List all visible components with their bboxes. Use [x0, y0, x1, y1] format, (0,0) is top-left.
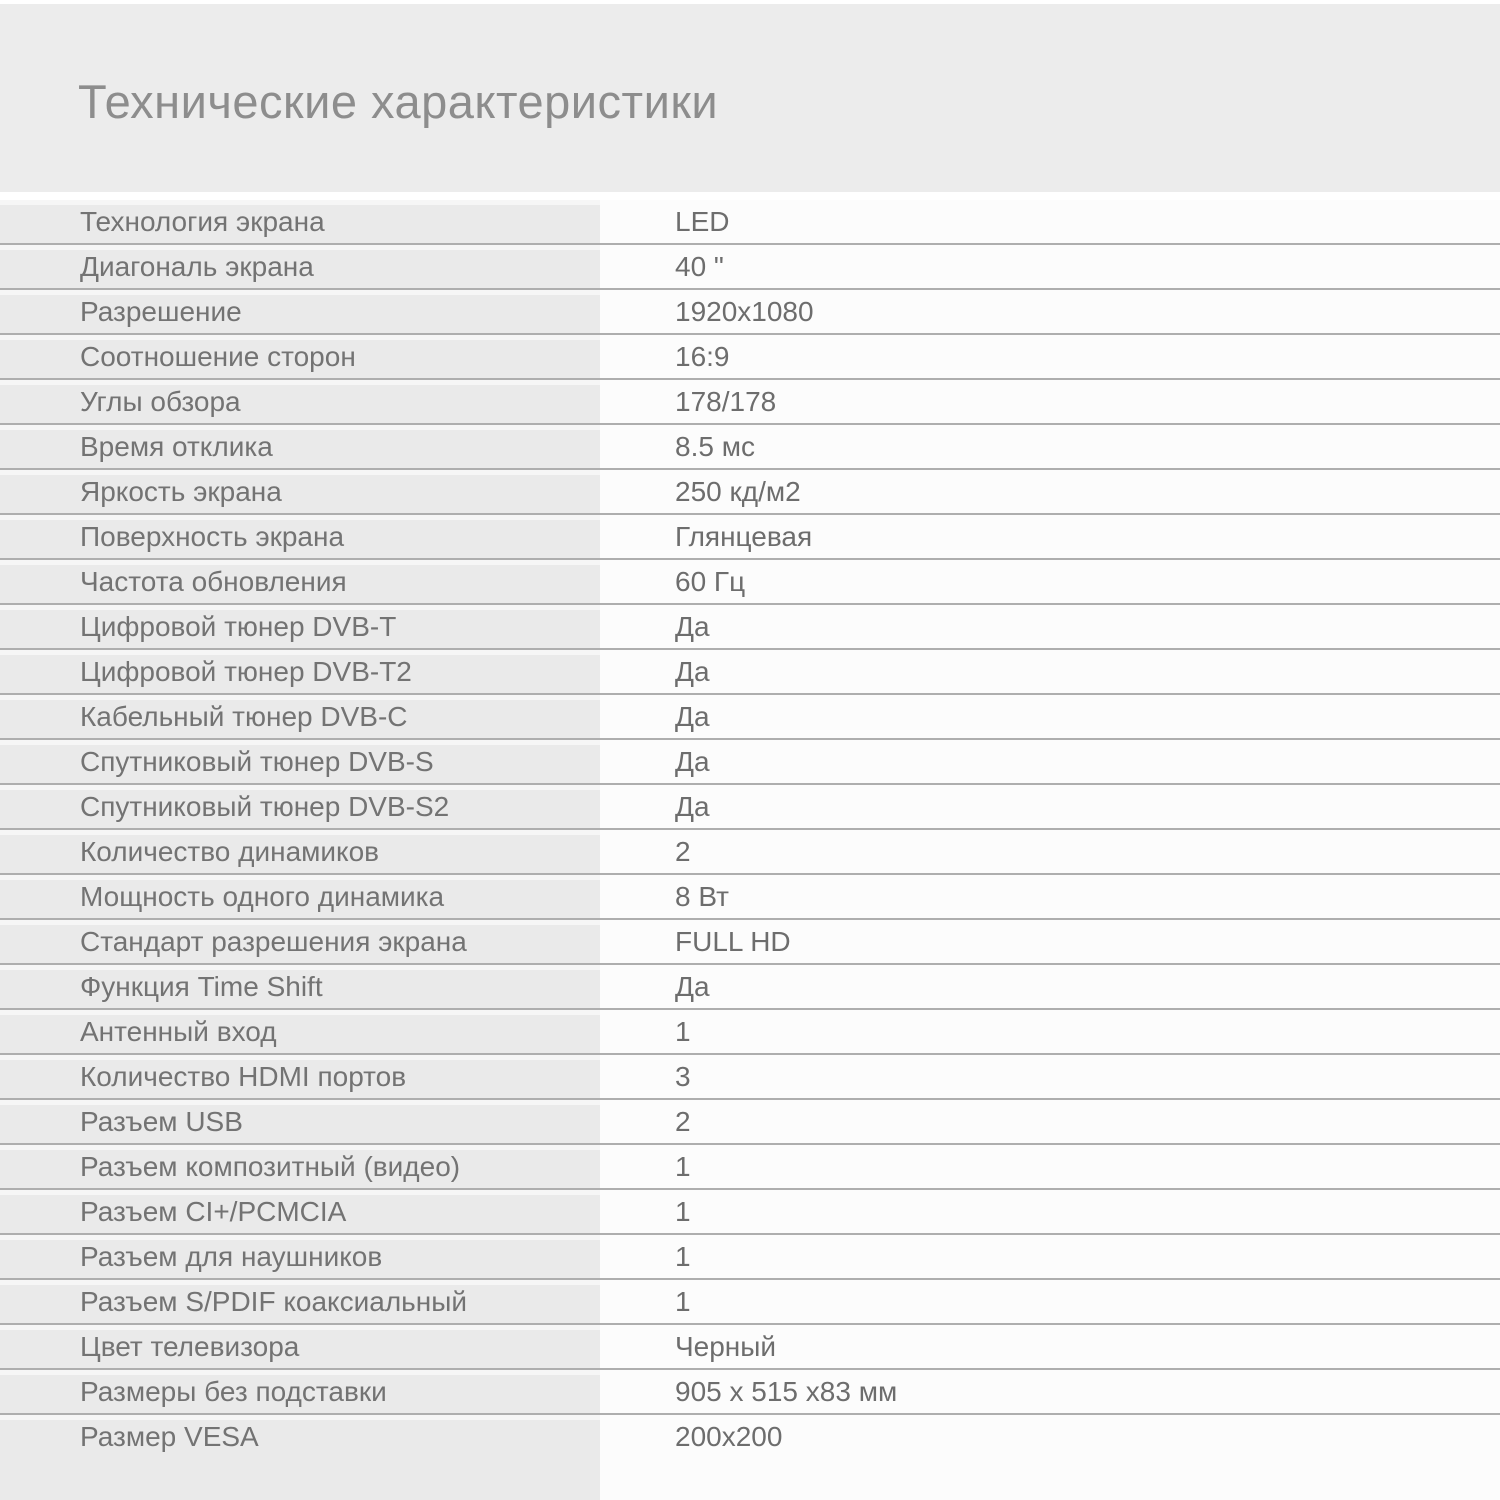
- spec-label-cell: Разъем USB: [0, 1100, 600, 1143]
- spec-label-cell: Яркость экрана: [0, 470, 600, 513]
- spec-value-cell: Да: [600, 785, 1500, 828]
- spec-table-row: [0, 603, 1500, 648]
- spec-label-cell: Спутниковый тюнер DVB-S: [0, 740, 600, 783]
- spec-label-cell: Поверхность экрана: [0, 515, 600, 558]
- spec-table-row: [0, 873, 1500, 918]
- spec-table-row: [0, 1323, 1500, 1368]
- spec-value-cell: 1: [600, 1235, 1500, 1278]
- spec-value-filler: [600, 1458, 1500, 1500]
- spec-label-cell: Стандарт разрешения экрана: [0, 920, 600, 963]
- spec-label-cell: Углы обзора: [0, 380, 600, 423]
- spec-value-cell: Да: [600, 605, 1500, 648]
- spec-label-cell: Размер VESA: [0, 1415, 600, 1458]
- spec-value-cell: 178/178: [600, 380, 1500, 423]
- spec-table-row: [0, 1188, 1500, 1233]
- spec-label-cell: Цифровой тюнер DVB-T2: [0, 650, 600, 693]
- spec-table-row: [0, 513, 1500, 558]
- spec-table-row: [0, 1098, 1500, 1143]
- spec-table-row: [0, 738, 1500, 783]
- spec-label-cell: Время отклика: [0, 425, 600, 468]
- spec-label-cell: Разъем для наушников: [0, 1235, 600, 1278]
- spec-value-cell: LED: [600, 200, 1500, 243]
- spec-value-cell: Да: [600, 695, 1500, 738]
- header-divider-gap: [0, 192, 1500, 200]
- spec-table-row: [0, 918, 1500, 963]
- spec-table-row: [0, 333, 1500, 378]
- spec-label-cell: Разъем композитный (видео): [0, 1145, 600, 1188]
- spec-value-cell: 16:9: [600, 335, 1500, 378]
- spec-value-cell: Да: [600, 965, 1500, 1008]
- spec-value-cell: Да: [600, 650, 1500, 693]
- spec-label-cell: Размеры без подставки: [0, 1370, 600, 1413]
- spec-value-cell: 1: [600, 1145, 1500, 1188]
- spec-table-row: [0, 288, 1500, 333]
- spec-table-row: [0, 963, 1500, 1008]
- spec-table-row: [0, 200, 1500, 243]
- spec-value-cell: 905 x 515 x83 мм: [600, 1370, 1500, 1413]
- spec-label-cell: Соотношение сторон: [0, 335, 600, 378]
- spec-label-cell: Разрешение: [0, 290, 600, 333]
- spec-table-row: [0, 243, 1500, 288]
- spec-value-cell: 1: [600, 1190, 1500, 1233]
- spec-value-cell: 8.5 мс: [600, 425, 1500, 468]
- spec-value-cell: 2: [600, 830, 1500, 873]
- spec-label-cell: Цифровой тюнер DVB-T: [0, 605, 600, 648]
- spec-label-cell: Цвет телевизора: [0, 1325, 600, 1368]
- spec-table-row: [0, 423, 1500, 468]
- spec-value-cell: FULL HD: [600, 920, 1500, 963]
- spec-label-cell: Технология экрана: [0, 200, 600, 243]
- spec-table-row: [0, 1413, 1500, 1458]
- spec-label-cell: Мощность одного динамика: [0, 875, 600, 918]
- spec-label-cell: Частота обновления: [0, 560, 600, 603]
- spec-value-cell: 3: [600, 1055, 1500, 1098]
- spec-table-row: [0, 1233, 1500, 1278]
- spec-value-cell: 250 кд/м2: [600, 470, 1500, 513]
- spec-table-row: [0, 828, 1500, 873]
- spec-label-cell: Разъем CI+/PCMCIA: [0, 1190, 600, 1233]
- spec-table-row: [0, 1278, 1500, 1323]
- spec-label-cell: Разъем S/PDIF коаксиальный: [0, 1280, 600, 1323]
- spec-table-row: [0, 1053, 1500, 1098]
- spec-table: [0, 200, 1500, 1500]
- spec-table-row: [0, 783, 1500, 828]
- spec-table-row: [0, 1368, 1500, 1413]
- spec-label-cell: Кабельный тюнер DVB-C: [0, 695, 600, 738]
- spec-table-row: [0, 648, 1500, 693]
- spec-value-cell: 2: [600, 1100, 1500, 1143]
- page-title: Технические характеристики: [78, 75, 719, 128]
- spec-label-cell: Количество динамиков: [0, 830, 600, 873]
- spec-table-row: [0, 1008, 1500, 1053]
- spec-value-cell: Черный: [600, 1325, 1500, 1368]
- spec-label-filler: [0, 1458, 600, 1500]
- page-header: [0, 4, 1500, 192]
- spec-table-row: [0, 378, 1500, 423]
- spec-value-cell: 8 Вт: [600, 875, 1500, 918]
- spec-table-row: [0, 558, 1500, 603]
- spec-value-cell: 1: [600, 1010, 1500, 1053]
- spec-value-cell: Глянцевая: [600, 515, 1500, 558]
- spec-label-cell: Диагональ экрана: [0, 245, 600, 288]
- spec-value-cell: Да: [600, 740, 1500, 783]
- spec-value-cell: 1: [600, 1280, 1500, 1323]
- spec-label-cell: Функция Time Shift: [0, 965, 600, 1008]
- spec-table-row: [0, 1143, 1500, 1188]
- spec-label-cell: Количество HDMI портов: [0, 1055, 600, 1098]
- spec-table-row: [0, 693, 1500, 738]
- spec-label-cell: Спутниковый тюнер DVB-S2: [0, 785, 600, 828]
- spec-value-cell: 40 ": [600, 245, 1500, 288]
- spec-value-cell: 60 Гц: [600, 560, 1500, 603]
- spec-value-cell: 1920x1080: [600, 290, 1500, 333]
- spec-value-cell: 200x200: [600, 1415, 1500, 1458]
- spec-table-filler: [0, 1458, 1500, 1500]
- spec-table-row: [0, 468, 1500, 513]
- spec-label-cell: Антенный вход: [0, 1010, 600, 1053]
